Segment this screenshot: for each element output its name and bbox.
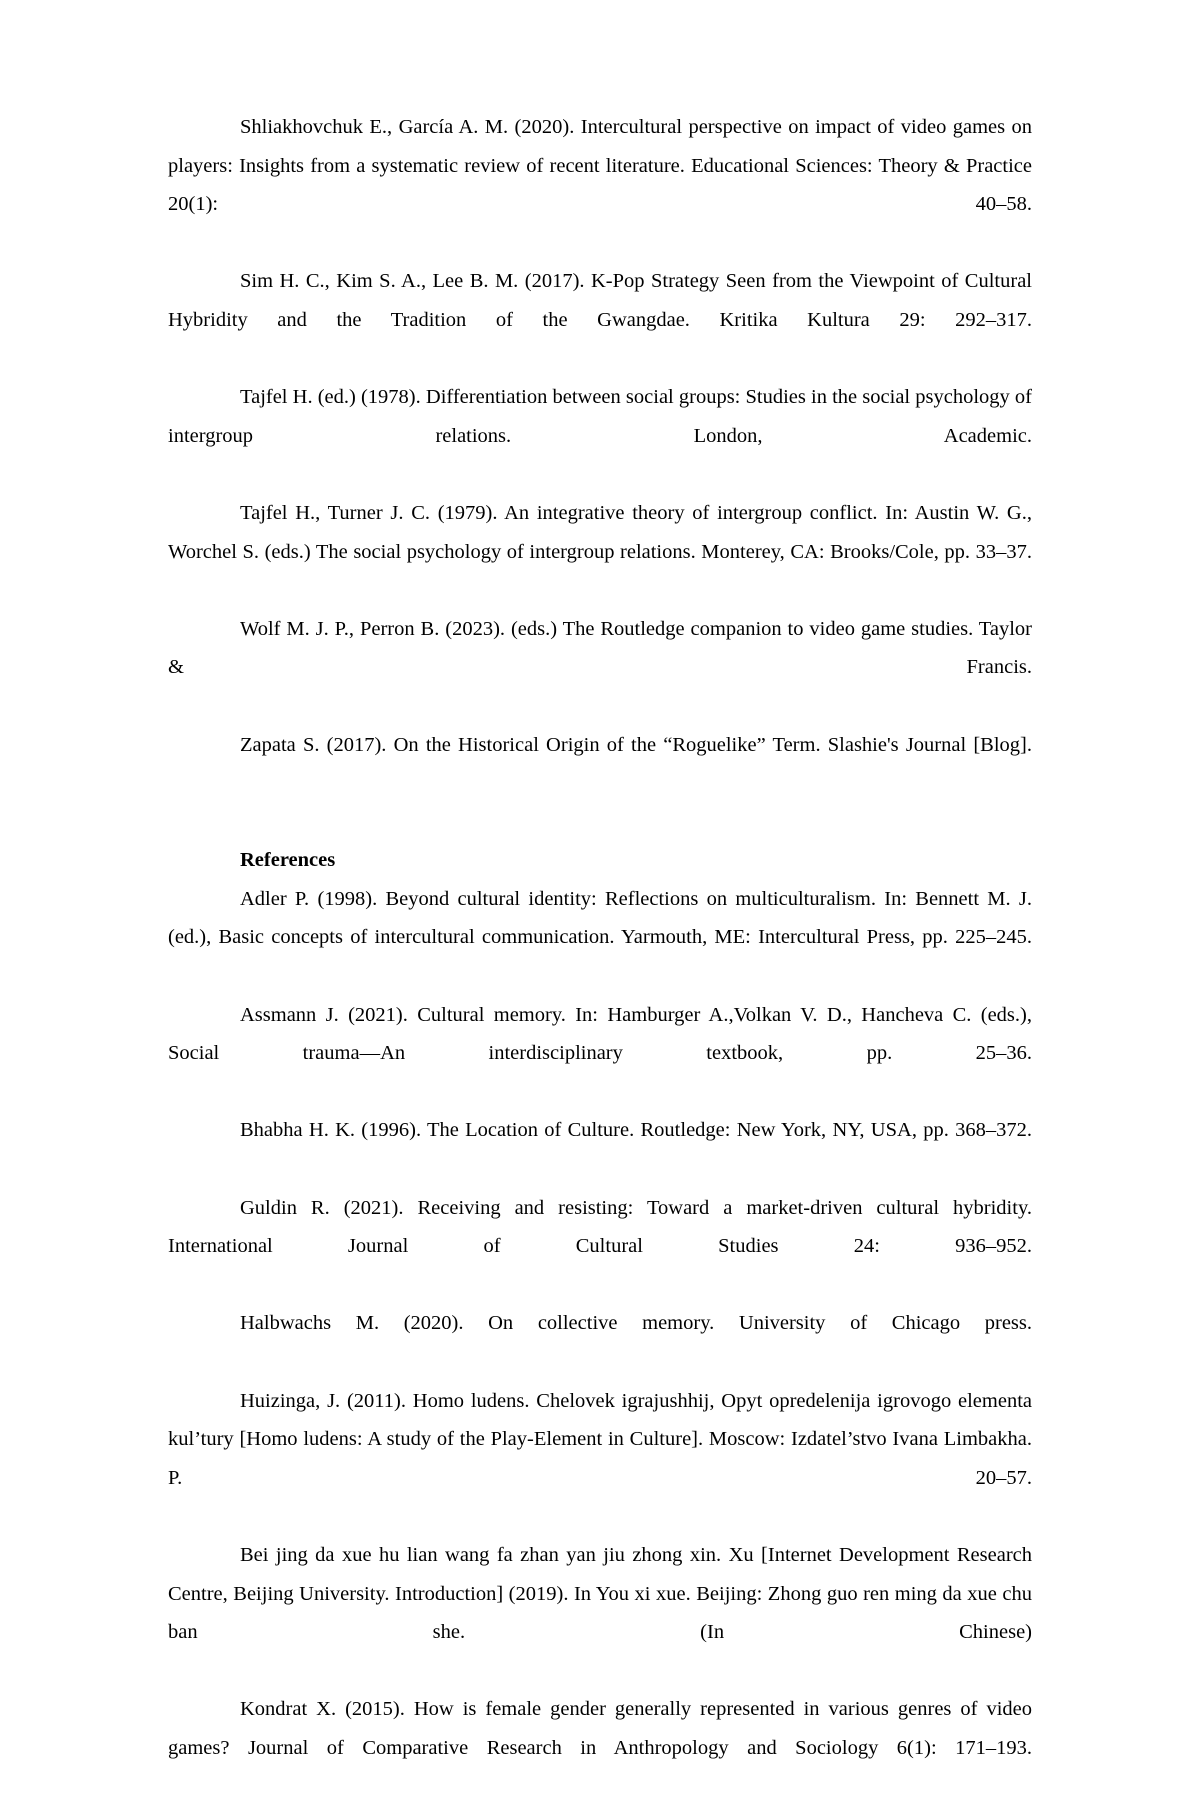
reference-entry: Assmann J. (2021). Cultural memory. In: Hamburger A.,Volkan V. D., Hancheva C. (eds.), Social trauma—An interdisciplinary textbook, pp. 25–36. bbox=[168, 1003, 1032, 1065]
reference-entry: Tajfel H. (ed.) (1978). Differentiation between social groups: Studies in the social psychology of intergroup relations. London, Academic. bbox=[168, 386, 1032, 447]
reference-entry: Zapata S. (2017). On the Historical Origin of the “Roguelike” Term. Slashie's Journal [Blog]. bbox=[240, 733, 1032, 756]
document-body bbox=[168, 108, 1032, 1806]
reference-entry: Shliakhovchuk E., García A. M. (2020). Intercultural perspective on impact of video games on players: Insights from a systematic review of recent literature. Educational Sciences: Theory & Practice 20(1): 40–58. bbox=[168, 116, 1032, 216]
reference-entry: Tajfel H., Turner J. C. (1979). An integrative theory of intergroup conflict. In: Austin W. G., Worchel S. (eds.) The social psychology of intergroup relations. Monterey, CA: Brooks/Cole, pp. 33–37. bbox=[168, 501, 1032, 563]
reference-entry: Adler P. (1998). Beyond cultural identity: Reflections on multiculturalism. In: Bennett M. J. (ed.), Basic concepts of intercultural communication. Yarmouth, ME: Intercultural Press, pp. 225–245. bbox=[168, 887, 1032, 949]
reference-entry: Huizinga, J. (2011). Homo ludens. Chelovek igrajushhij, Opyt opredelenija igrovogo elementa kul’tury [Homo ludens: A study of the Play-Element in Culture]. Moscow: Izdatel’stvo Ivana Limbakha. P. 20–57. bbox=[168, 1389, 1032, 1489]
reference-entry: Kondrat X. (2015). How is female gender generally represented in various genres of video games? Journal of Comparative Research in Anthropology and Sociology 6(1): 171–193. bbox=[168, 1698, 1032, 1759]
reference-entry: Bei jing da xue hu lian wang fa zhan yan jiu zhong xin. Xu [Internet Development Research Centre, Beijing University. Introduction] (2019). In You xi xue. Beijing: Zhong guo ren ming da xue chu ban she. (In Chinese) bbox=[168, 1543, 1032, 1644]
section-heading-references: References bbox=[240, 849, 336, 872]
reference-entry: Halbwachs M. (2020). On collective memory. University of Chicago press. bbox=[240, 1312, 1032, 1335]
reference-entry: Sim H. C., Kim S. A., Lee B. M. (2017). K-Pop Strategy Seen from the Viewpoint of Cultural Hybridity and the Tradition of the Gwangdae. Kritika Kultura 29: 292–317. bbox=[168, 270, 1032, 331]
section-spacer bbox=[168, 803, 1032, 842]
reference-entry: Guldin R. (2021). Receiving and resisting: Toward a market-driven cultural hybridity. International Journal of Cultural Studies 24: 936–952. bbox=[168, 1196, 1032, 1258]
reference-entry: Wolf M. J. P., Perron B. (2023). (eds.) The Routledge companion to video game studies. Taylor & Francis. bbox=[168, 617, 1032, 679]
reference-entry: Bhabha H. K. (1996). The Location of Culture. Routledge: New York, NY, USA, pp. 368–372. bbox=[240, 1119, 1032, 1142]
